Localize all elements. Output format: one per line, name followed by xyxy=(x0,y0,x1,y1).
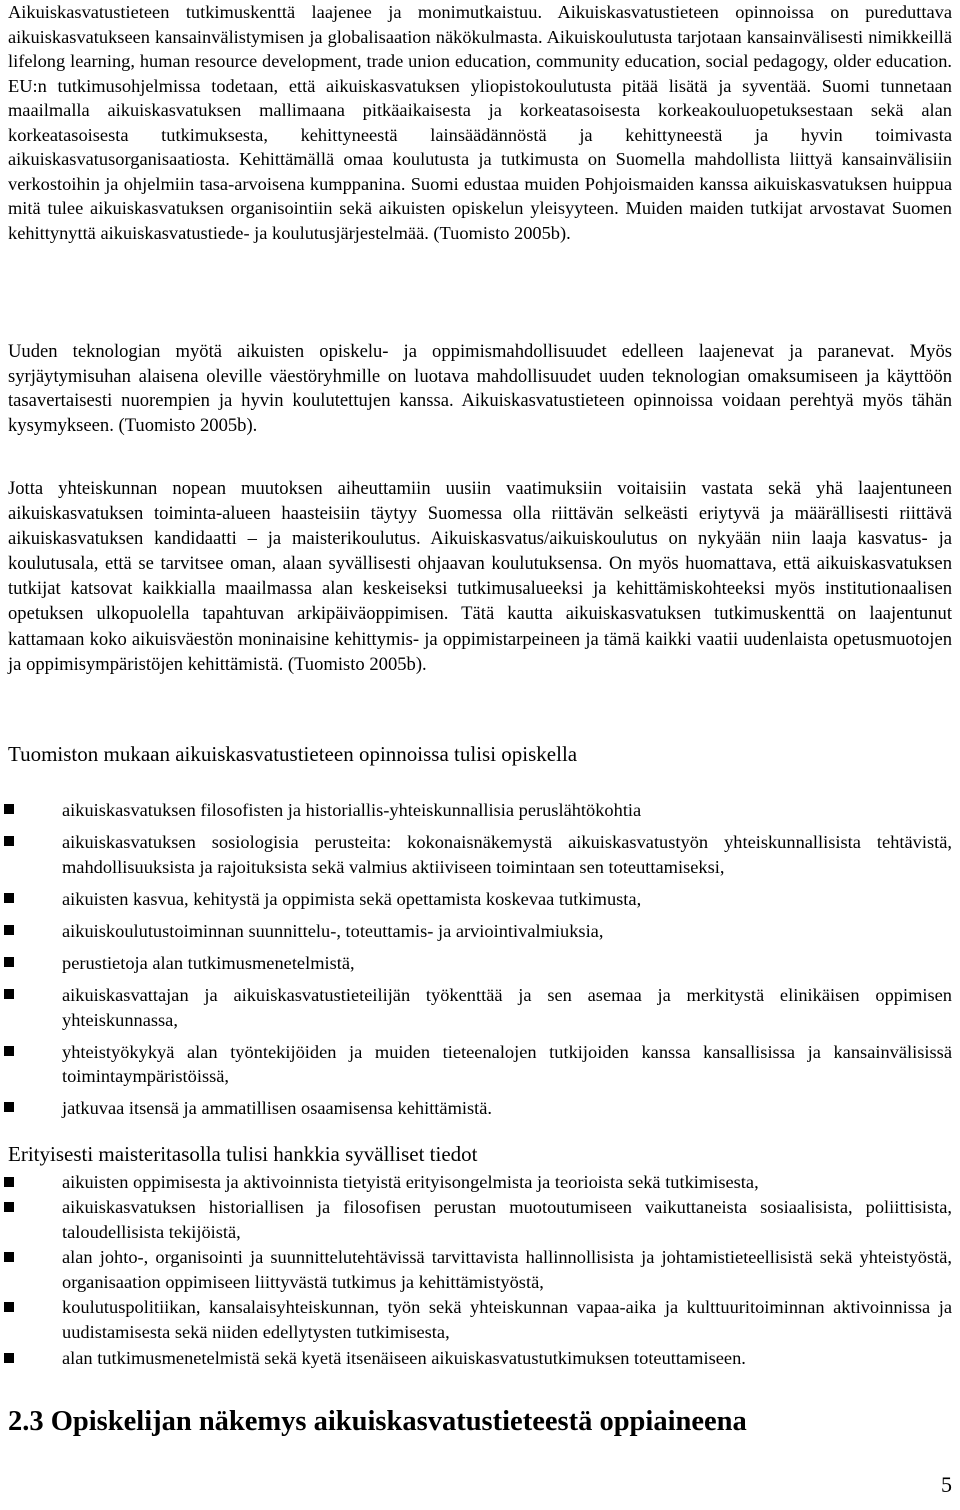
list-item-text: alan tutkimusmenetelmistä sekä kyetä itsenäiseen aikuiskasvatustutkimuksen toteuttamiseen. xyxy=(62,1347,746,1368)
list-item-text: aikuisten oppimisesta ja aktivoinnista tietyistä erityisongelmista ja teorioista sekä tutkimisesta, xyxy=(62,1172,759,1192)
list-item-text: aikuiskasvatuksen filosofisten ja historiallis-yhteiskunnallisia peruslähtökohtia xyxy=(62,800,642,820)
list-item xyxy=(0,919,952,944)
list-item-text: aikuiskoulutustoiminnan suunnittelu-, toteuttamis- ja arviointivalmiuksia, xyxy=(62,920,604,941)
bullet-icon xyxy=(4,1302,14,1312)
bullet-list xyxy=(0,798,952,1129)
list-item xyxy=(0,798,952,823)
list-heading: Erityisesti maisteritasolla tulisi hankkia syvälliset tiedot xyxy=(8,1142,478,1166)
list-item xyxy=(0,887,952,912)
list-item xyxy=(0,983,952,1032)
bullet-icon xyxy=(4,925,14,935)
list-item xyxy=(0,1346,952,1371)
list-item xyxy=(0,1195,952,1245)
bullet-list xyxy=(0,1170,952,1371)
list-item-text: aikuisten kasvua, kehitystä ja oppimista sekä opettamista koskevaa tutkimusta, xyxy=(62,888,642,909)
list-item-text: aikuiskasvatuksen historiallisen ja filosofisen perustan muotoutumiseen vaikuttaneista sosiaalisista, poliittisista, taloudellisista tekijöistä, xyxy=(62,1197,952,1243)
paragraph: Uuden teknologian myötä aikuisten opiskelu- ja oppimismahdollisuudet edelleen laajenevat ja paranevat. Myös syrjäytymisuhan alaisena oleville väestöryhmille on luotava mahdollisuudet uuden teknologian omaksumiseen ja käyttöön tasavertaisesti nuorempien ja hyvin koulutettujen kanssa. Aikuiskasvatustieteen opinnoissa voidaan perehtyä myös tähän kysymykseen. (Tuomisto 2005b). xyxy=(8,341,952,437)
list-item xyxy=(0,1295,952,1345)
bullet-icon xyxy=(4,957,14,967)
bullet-icon xyxy=(4,836,14,846)
list-item-text: yhteistyökykyä alan työntekijöiden ja muiden tieteenalojen tutkijoiden kanssa kansallisissa ja kansainvälisissä toimintaympäristöissä, xyxy=(62,1041,952,1087)
list-item-text: koulutuspolitiikan, kansalaisyhteiskunnan, työn sekä yhteiskunnan vapaa-aika ja kulttuuritoiminnan aktivoinnissa ja uudistamisesta sekä niiden edellytysten tutkimisesta, xyxy=(62,1297,952,1343)
list-item-text: aikuiskasvattajan ja aikuiskasvatustieteilijän työkenttää ja sen asemaa ja merkitystä elinikäisen oppimisen yhteiskunnassa, xyxy=(62,985,952,1030)
list-item xyxy=(0,951,952,976)
bullet-icon xyxy=(4,1046,14,1056)
paragraph: Jotta yhteiskunnan nopean muutoksen aiheuttamiin uusiin vaatimuksiin voitaisiin vastata sekä yhä laajentuneen aikuiskasvatuksen toiminta-alueen haasteisiin täytyy Suomessa olla riittävän selkeästi eriytyvä ja määrällisesti riittävä aikuiskasvatuksen kandidaatti – ja maisterikoulutus. Aikuiskasvatus/aikuiskoulutus on nykyään niin laaja kasvatus- ja koulutusala, että se tarvitsee oman, alaan syvällisesti ohjaavan koulutuksensa. On myös huomattava, että aikuiskasvatuksen tutkijat katsovat kaikkialla maailmassa alan keskeiseksi tutkimusalueeksi ja kehittämiskohteeksi myös institutionaalisen opetuksen ulkopuolella tapahtuvan arkipäiväoppimisen. Tätä kautta aikuiskasvatuksen tutkimuskenttä on laajentunut kattamaan koko aikuisväestön moninaisine kehittymis- ja oppimistarpeineen ja tämä kaikki vaatii uudenlaista opetusmuotojen ja oppimisympäristöjen kehittämistä. (Tuomisto 2005b). xyxy=(8,478,952,675)
bullet-icon xyxy=(4,1102,14,1112)
list-item xyxy=(0,1170,952,1195)
section-heading: 2.3 Opiskelijan näkemys aikuiskasvatustieteestä oppiaineena xyxy=(8,1406,747,1437)
bullet-icon xyxy=(4,1353,14,1363)
bullet-icon xyxy=(4,1252,14,1262)
paragraph: Aikuiskasvatustieteen tutkimuskenttä laajenee ja monimutkaistuu. Aikuiskasvatustieteen opinnoissa on pureduttava aikuiskasvatukseen kansainvälistymisen ja globalisaation näkökulmasta. Aikuiskoulutusta tarjotaan kansainvälisesti nimikkeillä lifelong learning, human resource development, trade union education, community education, social pedagogy, older education. EU:n tutkimusohjelmissa todetaan, että aikuiskasvatuksen yliopistokoulutusta pitää lisätä ja syventää. Suomi tunnetaan maailmalla aikuiskasvatuksen mallimaana pitkäaikaisesta ja korkeatasoisesta korkeakouluopetuksestaan sekä alan korkeatasoisesta tutkimuksesta, kehittyneestä lainsäädännöstä ja kehittyneestä ja hyvin toimivasta aikuiskasvatusorganisaatiosta. Kehittämällä omaa koulutusta ja tutkimusta on Suomella mahdollista liittyä kansainvälisiin verkostoihin ja ohjelmiin tasa-arvoisena kumppanina. Suomi edustaa muiden Pohjoismaiden kanssa aikuiskasvatuksen huippua mitä tulee aikuiskasvatuksen organisointiin sekä aikuisten opiskelun yleisyyteen. Muiden maiden tutkijat arvostavat Suomen kehittynyttä aikuiskasvatustiede- ja koulutusjärjestelmää. (Tuomisto 2005b). xyxy=(8,2,952,243)
list-item xyxy=(0,1040,952,1089)
bullet-icon xyxy=(4,1177,14,1187)
bullet-icon xyxy=(4,989,14,999)
bullet-icon xyxy=(4,1202,14,1212)
list-item xyxy=(0,1245,952,1295)
page-number: 5 xyxy=(941,1472,952,1497)
list-item xyxy=(0,830,952,879)
list-item-text: perustietoja alan tutkimusmenetelmistä, xyxy=(62,952,355,973)
list-heading: Tuomiston mukaan aikuiskasvatustieteen opinnoissa tulisi opiskella xyxy=(8,742,578,766)
list-item-text: alan johto-, organisointi ja suunnittelutehtävissä tarvittavista hallinnollisista ja johtamistieteellisistä sekä yhteistyöstä, organisaation oppimiseen liittyvästä tutkimus ja kehittämistyöstä, xyxy=(62,1247,952,1293)
list-item xyxy=(0,1096,952,1121)
bullet-icon xyxy=(4,804,14,814)
list-item-text: jatkuvaa itsensä ja ammatillisen osaamisensa kehittämistä. xyxy=(62,1098,493,1119)
bullet-icon xyxy=(4,893,14,903)
list-item-text: aikuiskasvatuksen sosiologisia perusteita: kokonaisnäkemystä aikuiskasvatustyön yhteiskunnallisista tehtävistä, mahdollisuuksista ja rajoituksista sekä valmius aktiiviseen toimintaan sen toteuttamiseksi, xyxy=(62,832,952,877)
